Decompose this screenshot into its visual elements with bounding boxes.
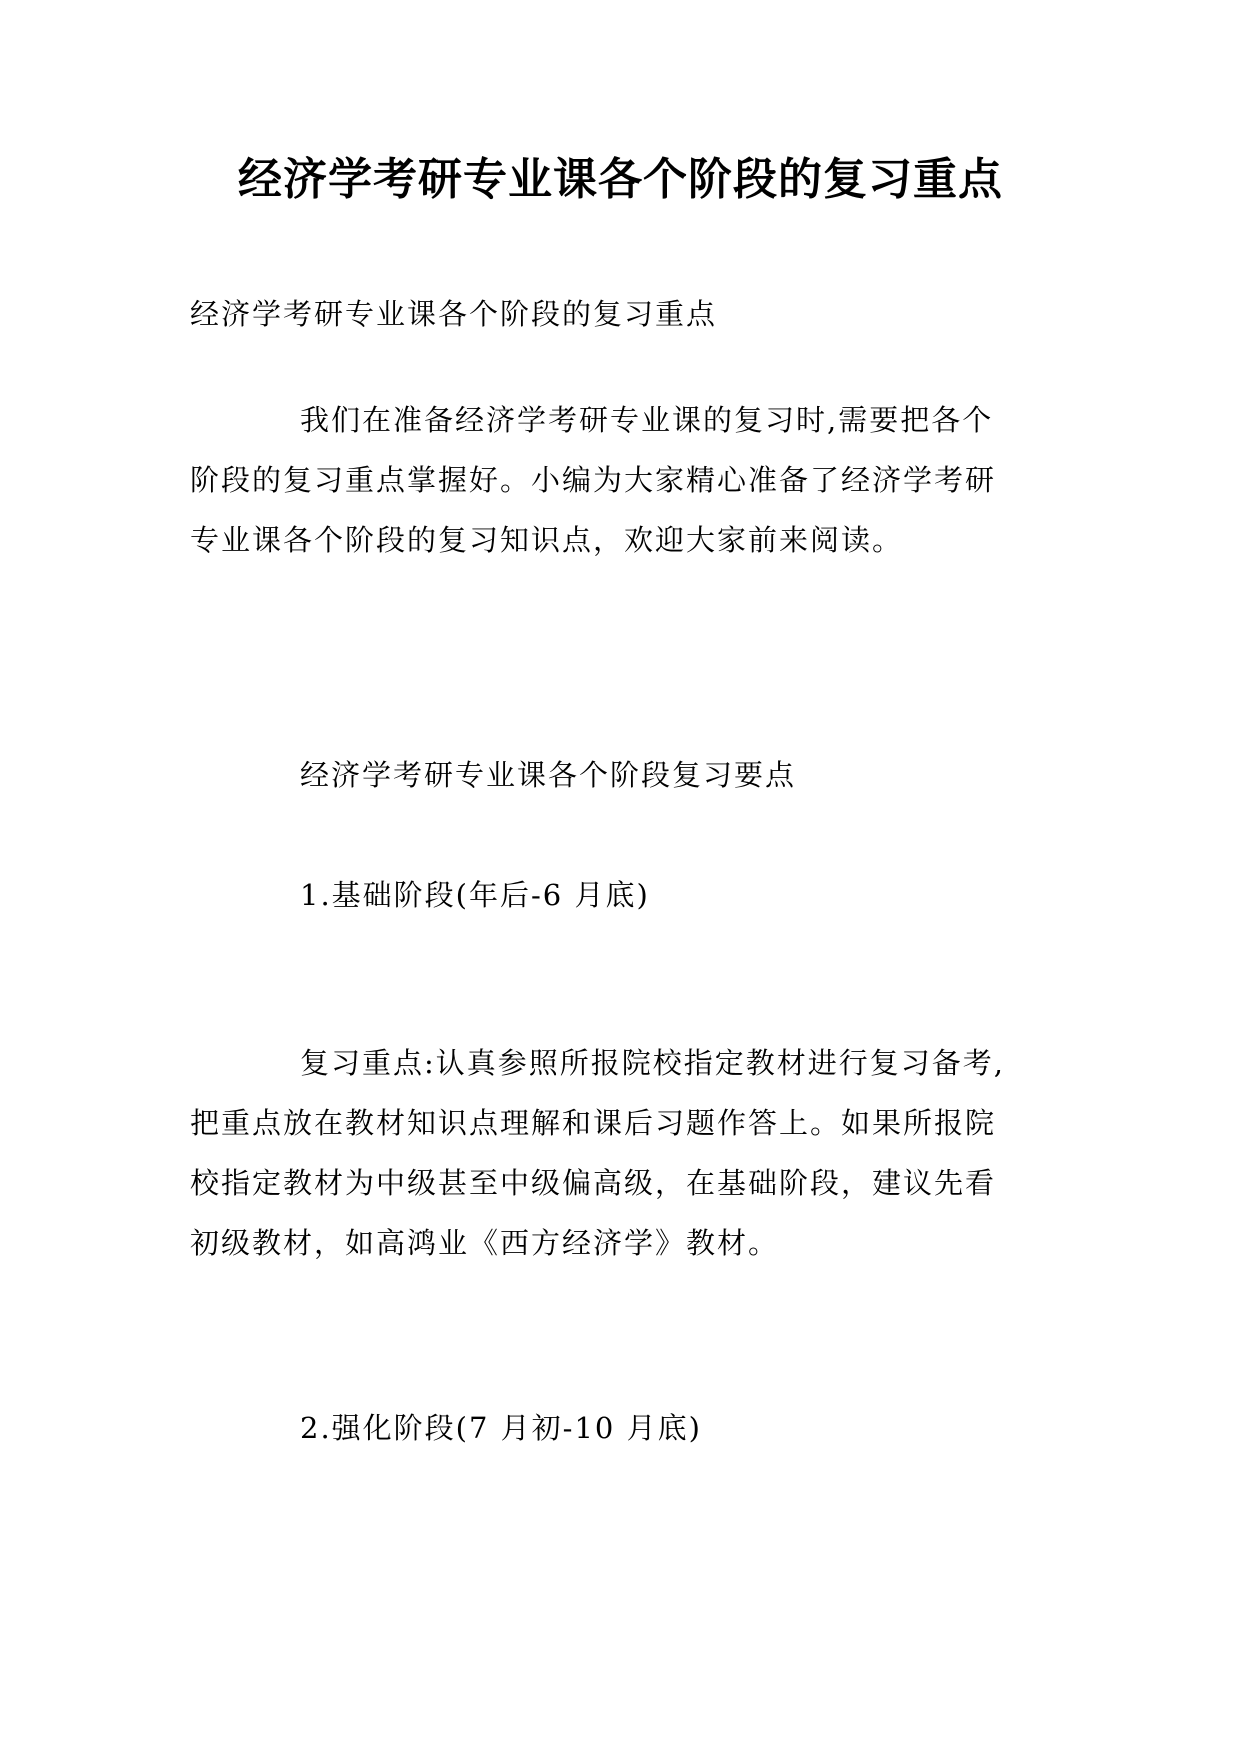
stage1-paragraph [190, 1033, 1058, 1273]
section-heading: 经济学考研专业课各个阶段复习要点 [300, 758, 797, 792]
document-subtitle: 经济学考研专业课各个阶段的复习重点 [190, 297, 718, 331]
intro-line: 我们在准备经济学考研专业课的复习时,需要把各个 [300, 403, 994, 437]
stage1-line: 校指定教材为中级甚至中级偏高级，在基础阶段，建议先看 [190, 1166, 997, 1200]
document-title: 经济学考研专业课各个阶段的复习重点 [238, 154, 1003, 205]
stage1-line: 把重点放在教材知识点理解和课后习题作答上。如果所报院 [190, 1106, 997, 1140]
stage1-line: 初级教材，如高鸿业《西方经济学》教材。 [190, 1226, 780, 1260]
intro-paragraph [190, 390, 1058, 570]
stage2-heading: 2.强化阶段(7 月初-10 月底) [300, 1411, 702, 1445]
intro-line: 专业课各个阶段的复习知识点，欢迎大家前来阅读。 [190, 523, 904, 557]
stage1-line: 复习重点:认真参照所报院校指定教材进行复习备考, [300, 1046, 1005, 1080]
stage1-heading: 1.基础阶段(年后-6 月底) [300, 878, 650, 912]
intro-line: 阶段的复习重点掌握好。小编为大家精心准备了经济学考研 [190, 463, 997, 497]
